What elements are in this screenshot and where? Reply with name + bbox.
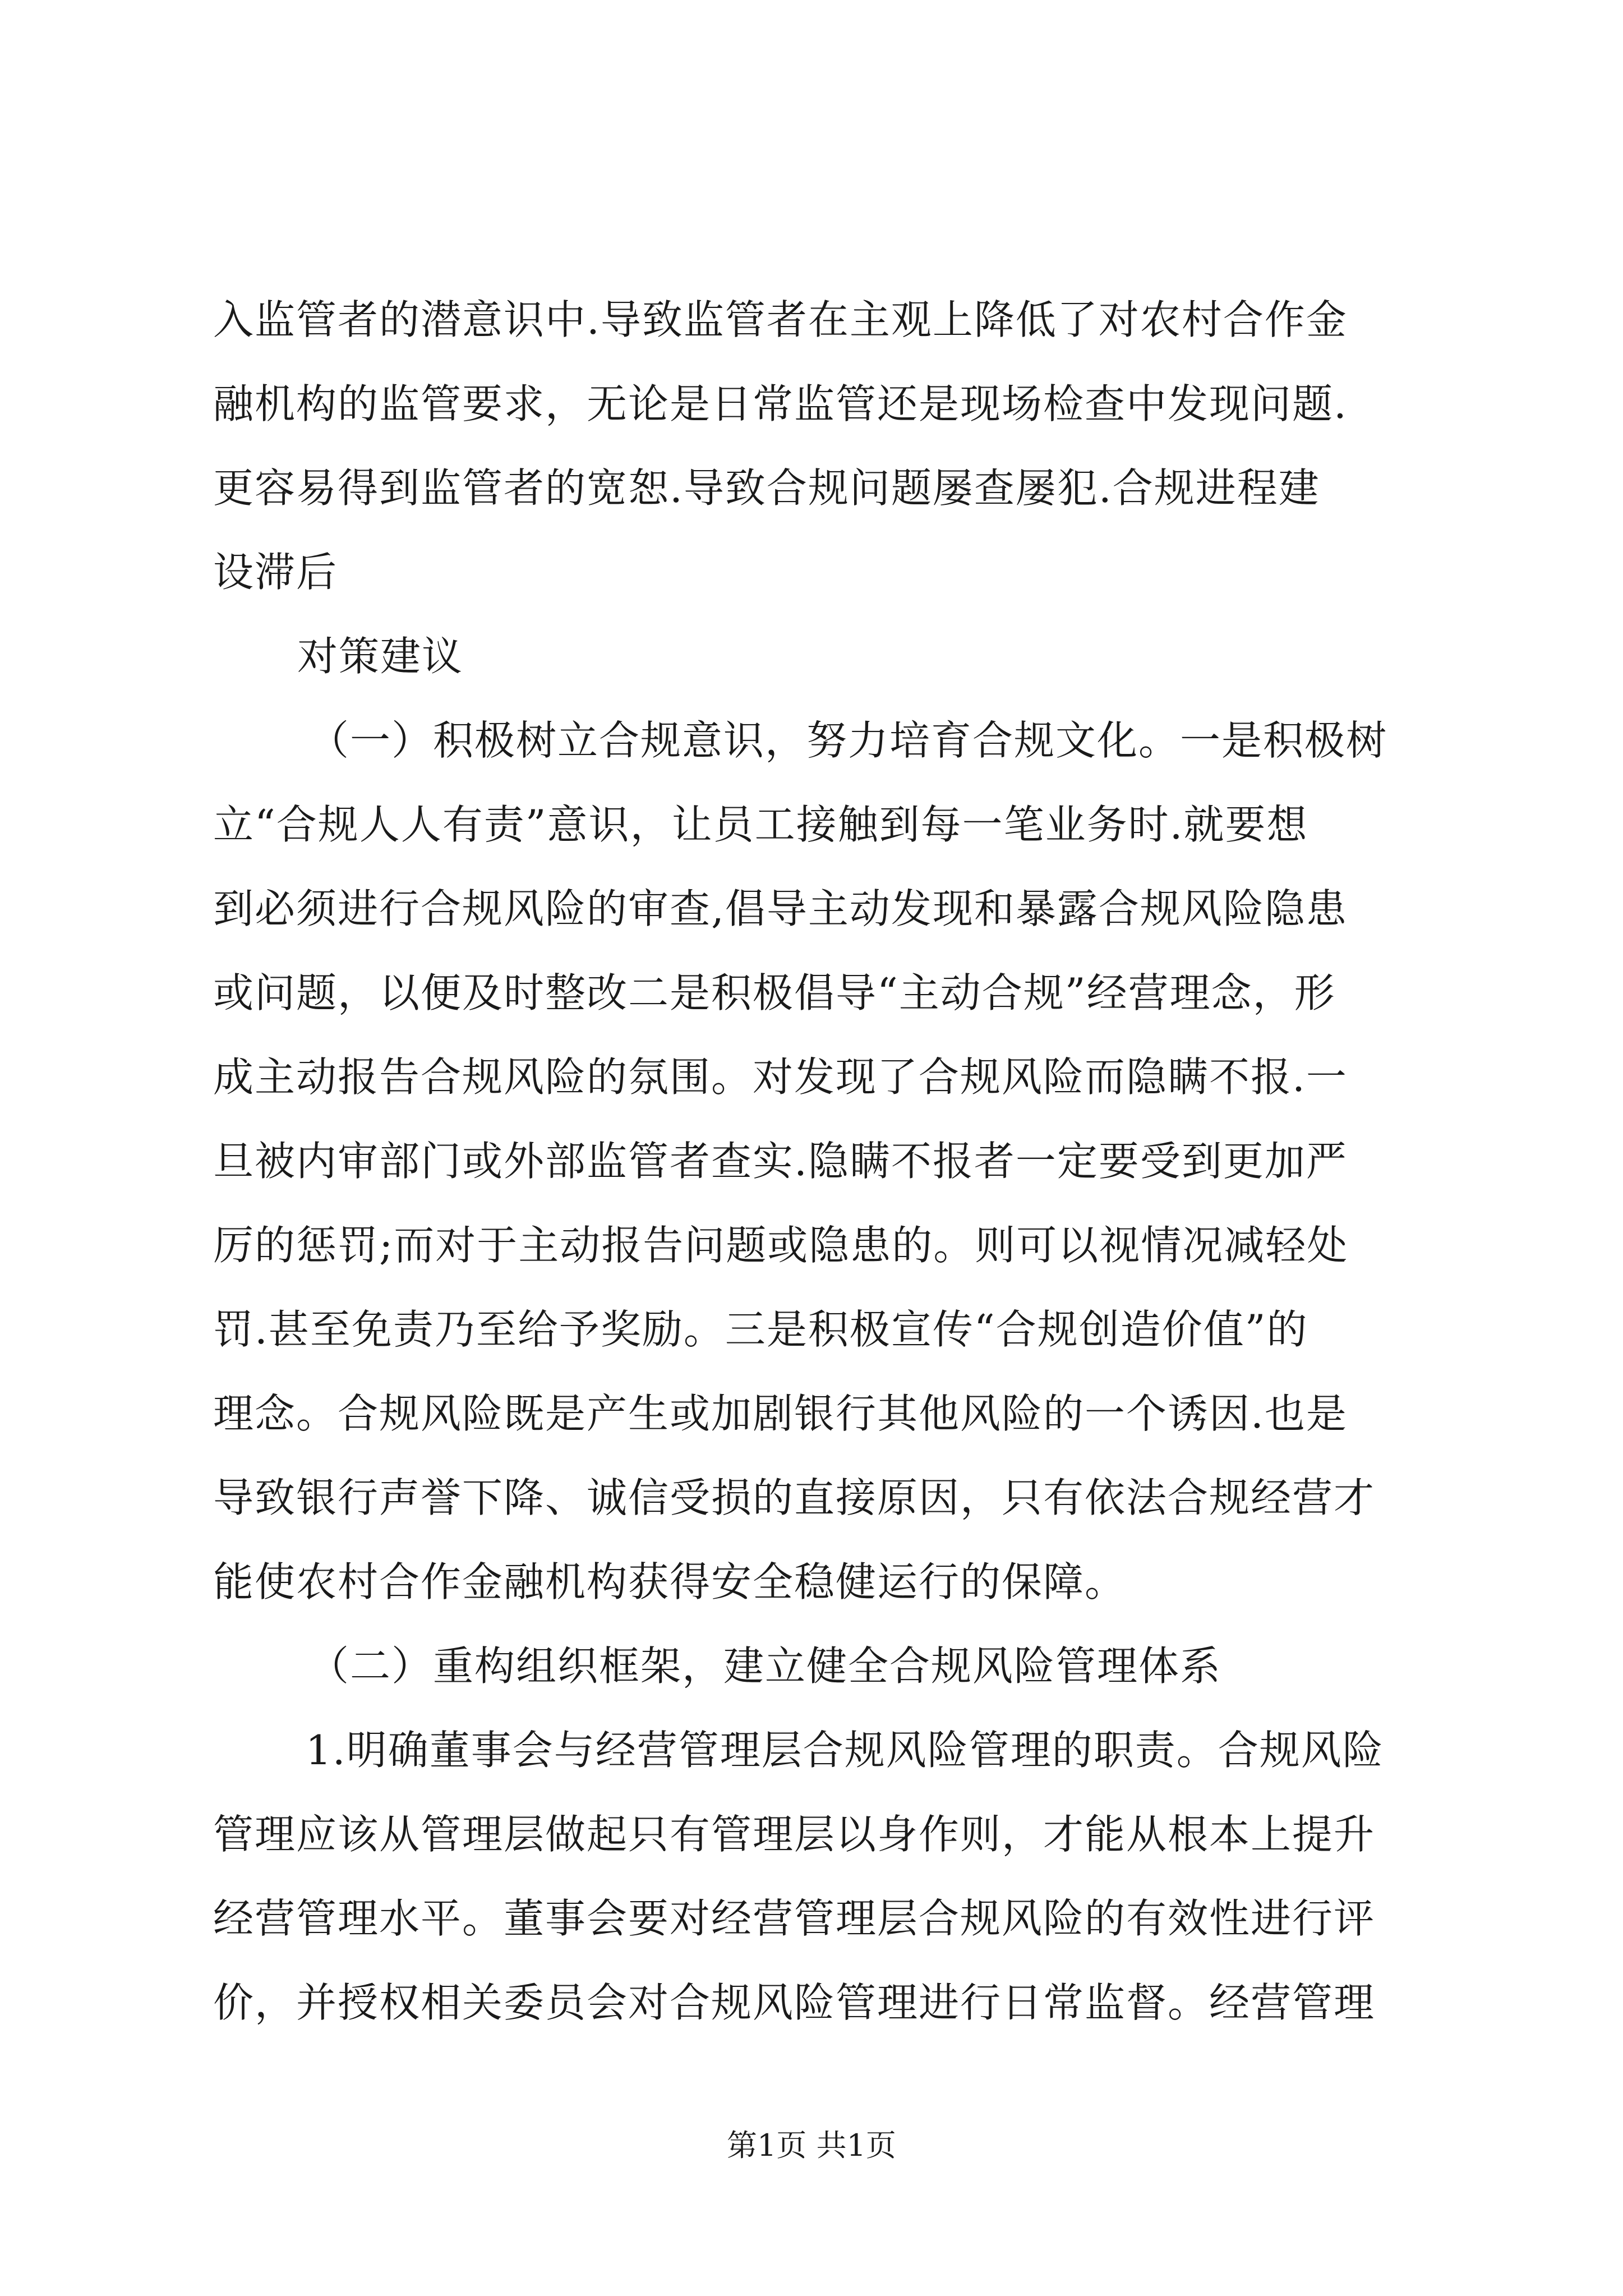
text-line: 经营管理水平。董事会要对经营管理层合规风险的有效性进行评: [213, 1895, 1376, 1942]
text-line: 旦被内审部门或外部监管者查实.隐瞒不报者一定要受到更加严: [213, 1138, 1348, 1185]
subsection-heading: （二）重构组织框架，建立健全合规风险管理体系: [308, 1642, 1222, 1690]
text-line: （一）积极树立合规意识，努力培育合规文化。一是积极树: [308, 717, 1388, 764]
text-line: 能使农村合作金融机构获得安全稳健运行的保障。: [213, 1558, 1127, 1605]
text-line: 融机构的监管要求，无论是日常监管还是现场检查中发现问题.: [213, 380, 1348, 427]
text-line: 厉的惩罚;而对于主动报告问题或隐患的。则可以视情况减轻处: [213, 1222, 1349, 1269]
section-heading: 对策建议: [297, 633, 464, 680]
body-text: [213, 292, 1427, 2059]
text-line: 或问题，以便及时整改二是积极倡导“主动合规”经营理念，形: [213, 969, 1336, 1016]
text-line: 管理应该从管理层做起只有管理层以身作则，才能从根本上提升: [213, 1811, 1376, 1858]
text-line: 价，并授权相关委员会对合规风险管理进行日常监督。经营管理: [213, 1979, 1376, 2026]
text-line: 罚.甚至免责乃至给予奖励。三是积极宣传“合规创造价值”的: [213, 1306, 1308, 1353]
page-number-footer: 第1页 共1页: [727, 2128, 896, 2163]
text-line: 入监管者的潜意识中.导致监管者在主观上降低了对农村合作金: [213, 296, 1348, 343]
text-line: 成主动报告合规风险的氛围。对发现了合规风险而隐瞒不报.一: [213, 1053, 1348, 1101]
text-line: 设滞后: [213, 549, 338, 596]
text-line: 理念。合规风险既是产生或加剧银行其他风险的一个诱因.也是: [213, 1390, 1348, 1437]
text-line: 更容易得到监管者的宽恕.导致合规问题屡查屡犯.合规进程建: [213, 464, 1320, 512]
text-line: 立“合规人人有责”意识，让员工接触到每一笔业务时.就要想: [213, 801, 1308, 848]
text-line: 导致银行声誉下降、诚信受损的直接原因，只有依法合规经营才: [213, 1474, 1376, 1521]
text-line: 1.明确董事会与经营管理层合规风险管理的职责。合规风险: [306, 1727, 1384, 1774]
text-line: 到必须进行合规风险的审查,倡导主动发现和暴露合规风险隐患: [213, 885, 1348, 932]
